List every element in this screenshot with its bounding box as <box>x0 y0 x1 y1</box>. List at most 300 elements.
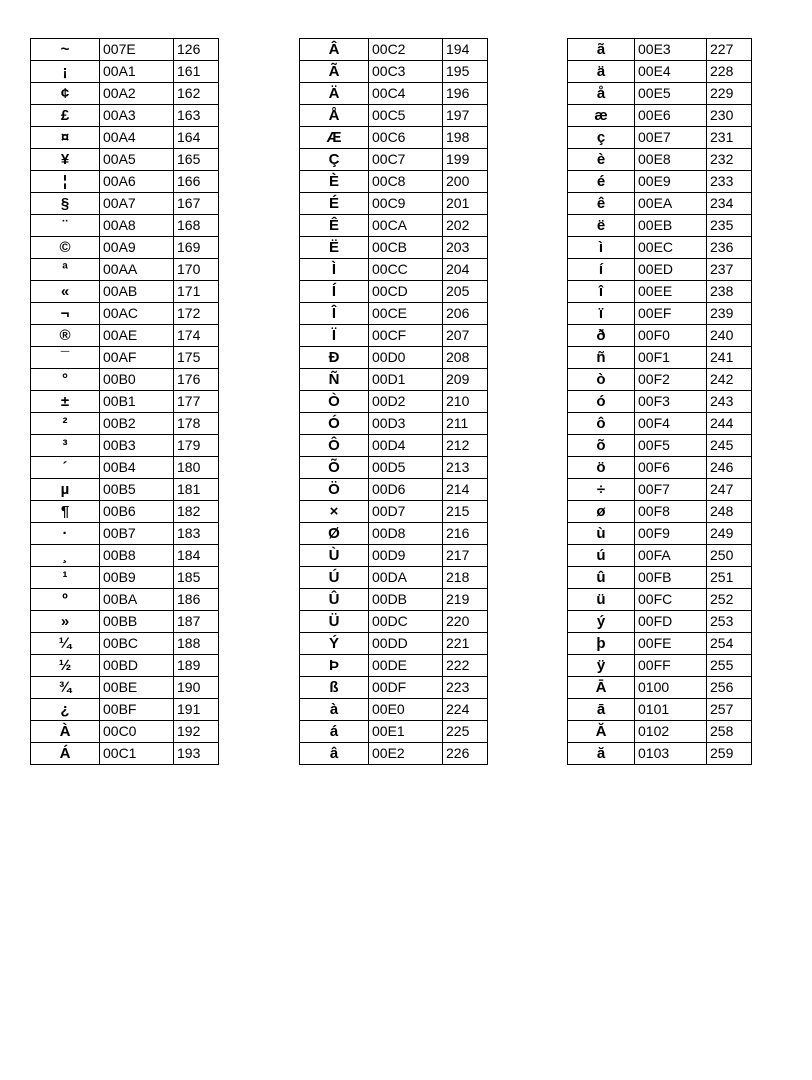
table-row <box>31 105 219 127</box>
table-row <box>300 743 488 765</box>
decimal-code-cell: 246 <box>707 457 752 479</box>
decimal-code-cell: 161 <box>174 61 219 83</box>
glyph-cell: Þ <box>300 655 369 677</box>
glyph-cell: Ý <box>300 633 369 655</box>
hex-code-cell: 00E0 <box>369 699 443 721</box>
hex-code-cell: 00CA <box>369 215 443 237</box>
table-row <box>300 105 488 127</box>
decimal-code-cell: 216 <box>443 523 488 545</box>
decimal-code-cell: 203 <box>443 237 488 259</box>
table-row <box>568 655 752 677</box>
glyph-cell: ä <box>568 61 635 83</box>
glyph-cell: ê <box>568 193 635 215</box>
decimal-code-cell: 228 <box>707 61 752 83</box>
hex-code-cell: 00E5 <box>635 83 707 105</box>
hex-code-cell: 00F6 <box>635 457 707 479</box>
decimal-code-cell: 224 <box>443 699 488 721</box>
hex-code-cell: 00C6 <box>369 127 443 149</box>
hex-code-cell: 00A4 <box>100 127 174 149</box>
glyph-cell: ù <box>568 523 635 545</box>
decimal-code-cell: 245 <box>707 435 752 457</box>
hex-code-cell: 00F9 <box>635 523 707 545</box>
table-row <box>31 127 219 149</box>
hex-code-cell: 00D6 <box>369 479 443 501</box>
glyph-cell: Õ <box>300 457 369 479</box>
table-row <box>31 677 219 699</box>
hex-code-cell: 00C3 <box>369 61 443 83</box>
glyph-cell: © <box>31 237 100 259</box>
table-row <box>568 237 752 259</box>
hex-code-cell: 00EF <box>635 303 707 325</box>
glyph-cell: ® <box>31 325 100 347</box>
glyph-cell: é <box>568 171 635 193</box>
hex-code-cell: 00A1 <box>100 61 174 83</box>
table-row <box>31 215 219 237</box>
table-row <box>568 281 752 303</box>
decimal-code-cell: 162 <box>174 83 219 105</box>
hex-code-cell: 0103 <box>635 743 707 765</box>
hex-code-cell: 00D5 <box>369 457 443 479</box>
decimal-code-cell: 231 <box>707 127 752 149</box>
hex-code-cell: 00A8 <box>100 215 174 237</box>
table-row <box>300 699 488 721</box>
decimal-code-cell: 230 <box>707 105 752 127</box>
table-row <box>300 193 488 215</box>
glyph-cell: Ó <box>300 413 369 435</box>
decimal-code-cell: 253 <box>707 611 752 633</box>
glyph-cell: í <box>568 259 635 281</box>
decimal-code-cell: 171 <box>174 281 219 303</box>
glyph-cell: ° <box>31 369 100 391</box>
decimal-code-cell: 163 <box>174 105 219 127</box>
decimal-code-cell: 179 <box>174 435 219 457</box>
table-row <box>31 83 219 105</box>
hex-code-cell: 00CF <box>369 325 443 347</box>
hex-code-cell: 00BC <box>100 633 174 655</box>
decimal-code-cell: 194 <box>443 39 488 61</box>
decimal-code-cell: 190 <box>174 677 219 699</box>
decimal-code-cell: 183 <box>174 523 219 545</box>
table-row <box>31 325 219 347</box>
table-row <box>568 501 752 523</box>
hex-code-cell: 00AA <box>100 259 174 281</box>
hex-code-cell: 00D4 <box>369 435 443 457</box>
table-row <box>568 677 752 699</box>
decimal-code-cell: 195 <box>443 61 488 83</box>
table-row <box>31 193 219 215</box>
glyph-cell: õ <box>568 435 635 457</box>
decimal-code-cell: 182 <box>174 501 219 523</box>
glyph-cell: Ā <box>568 677 635 699</box>
decimal-code-cell: 177 <box>174 391 219 413</box>
decimal-code-cell: 164 <box>174 127 219 149</box>
glyph-cell: × <box>300 501 369 523</box>
table-row <box>31 501 219 523</box>
glyph-cell: Ö <box>300 479 369 501</box>
glyph-cell: ă <box>568 743 635 765</box>
glyph-cell: Ã <box>300 61 369 83</box>
glyph-cell: î <box>568 281 635 303</box>
table-row <box>31 545 219 567</box>
char-table-2 <box>299 38 488 765</box>
table-row <box>568 743 752 765</box>
decimal-code-cell: 199 <box>443 149 488 171</box>
decimal-code-cell: 235 <box>707 215 752 237</box>
table-row <box>31 589 219 611</box>
table-row <box>31 171 219 193</box>
table-row <box>300 303 488 325</box>
table-row <box>568 61 752 83</box>
decimal-code-cell: 206 <box>443 303 488 325</box>
table-row <box>568 215 752 237</box>
table-row <box>31 369 219 391</box>
decimal-code-cell: 180 <box>174 457 219 479</box>
table-row <box>31 237 219 259</box>
decimal-code-cell: 226 <box>443 743 488 765</box>
table-row <box>31 721 219 743</box>
char-table-1 <box>30 38 219 765</box>
decimal-code-cell: 248 <box>707 501 752 523</box>
hex-code-cell: 00B4 <box>100 457 174 479</box>
table-row <box>300 523 488 545</box>
hex-code-cell: 00BD <box>100 655 174 677</box>
decimal-code-cell: 254 <box>707 633 752 655</box>
decimal-code-cell: 214 <box>443 479 488 501</box>
glyph-cell: ¹ <box>31 567 100 589</box>
hex-code-cell: 00F2 <box>635 369 707 391</box>
table-row <box>300 655 488 677</box>
decimal-code-cell: 247 <box>707 479 752 501</box>
decimal-code-cell: 234 <box>707 193 752 215</box>
glyph-cell: û <box>568 567 635 589</box>
hex-code-cell: 00E7 <box>635 127 707 149</box>
decimal-code-cell: 217 <box>443 545 488 567</box>
glyph-cell: Ú <box>300 567 369 589</box>
glyph-cell: « <box>31 281 100 303</box>
hex-code-cell: 00F0 <box>635 325 707 347</box>
glyph-cell: ç <box>568 127 635 149</box>
hex-code-cell: 00CB <box>369 237 443 259</box>
decimal-code-cell: 181 <box>174 479 219 501</box>
table-row <box>568 721 752 743</box>
glyph-cell: Ù <box>300 545 369 567</box>
hex-code-cell: 00E3 <box>635 39 707 61</box>
table-row <box>568 369 752 391</box>
hex-code-cell: 00C0 <box>100 721 174 743</box>
glyph-cell: ¤ <box>31 127 100 149</box>
hex-code-cell: 00DF <box>369 677 443 699</box>
hex-code-cell: 00F8 <box>635 501 707 523</box>
hex-code-cell: 00C8 <box>369 171 443 193</box>
decimal-code-cell: 227 <box>707 39 752 61</box>
glyph-cell: ā <box>568 699 635 721</box>
hex-code-cell: 00DD <box>369 633 443 655</box>
glyph-cell: ¿ <box>31 699 100 721</box>
decimal-code-cell: 222 <box>443 655 488 677</box>
glyph-cell: ¡ <box>31 61 100 83</box>
glyph-cell: ñ <box>568 347 635 369</box>
decimal-code-cell: 168 <box>174 215 219 237</box>
hex-code-cell: 00B8 <box>100 545 174 567</box>
decimal-code-cell: 251 <box>707 567 752 589</box>
hex-code-cell: 00AB <box>100 281 174 303</box>
table-row <box>568 699 752 721</box>
hex-code-cell: 00B0 <box>100 369 174 391</box>
glyph-cell: ü <box>568 589 635 611</box>
decimal-code-cell: 202 <box>443 215 488 237</box>
decimal-code-cell: 244 <box>707 413 752 435</box>
glyph-cell: ² <box>31 413 100 435</box>
hex-code-cell: 00C5 <box>369 105 443 127</box>
decimal-code-cell: 219 <box>443 589 488 611</box>
glyph-cell: Ï <box>300 325 369 347</box>
hex-code-cell: 00EE <box>635 281 707 303</box>
table-row <box>568 303 752 325</box>
glyph-cell: ¾ <box>31 677 100 699</box>
hex-code-cell: 00C7 <box>369 149 443 171</box>
glyph-cell: ì <box>568 237 635 259</box>
table-row <box>31 611 219 633</box>
table-row <box>300 347 488 369</box>
decimal-code-cell: 218 <box>443 567 488 589</box>
glyph-cell: º <box>31 589 100 611</box>
decimal-code-cell: 172 <box>174 303 219 325</box>
decimal-code-cell: 241 <box>707 347 752 369</box>
glyph-cell: É <box>300 193 369 215</box>
hex-code-cell: 00B2 <box>100 413 174 435</box>
glyph-cell: Ä <box>300 83 369 105</box>
hex-code-cell: 00F3 <box>635 391 707 413</box>
table-row <box>568 149 752 171</box>
decimal-code-cell: 243 <box>707 391 752 413</box>
glyph-cell: ý <box>568 611 635 633</box>
glyph-cell: Ì <box>300 259 369 281</box>
decimal-code-cell: 165 <box>174 149 219 171</box>
glyph-cell: § <box>31 193 100 215</box>
decimal-code-cell: 204 <box>443 259 488 281</box>
table-row <box>300 391 488 413</box>
table-row <box>568 127 752 149</box>
hex-code-cell: 00C9 <box>369 193 443 215</box>
table-row <box>300 237 488 259</box>
glyph-cell: ó <box>568 391 635 413</box>
glyph-cell: À <box>31 721 100 743</box>
hex-code-cell: 0100 <box>635 677 707 699</box>
hex-code-cell: 00AE <box>100 325 174 347</box>
hex-code-cell: 00F4 <box>635 413 707 435</box>
decimal-code-cell: 225 <box>443 721 488 743</box>
decimal-code-cell: 223 <box>443 677 488 699</box>
table-row <box>568 325 752 347</box>
glyph-cell: þ <box>568 633 635 655</box>
decimal-code-cell: 211 <box>443 413 488 435</box>
hex-code-cell: 00D3 <box>369 413 443 435</box>
table-row <box>31 259 219 281</box>
hex-code-cell: 00E6 <box>635 105 707 127</box>
table-row <box>300 721 488 743</box>
table-row <box>300 479 488 501</box>
table-row <box>300 83 488 105</box>
decimal-code-cell: 255 <box>707 655 752 677</box>
glyph-cell: ¨ <box>31 215 100 237</box>
glyph-cell: ± <box>31 391 100 413</box>
decimal-code-cell: 184 <box>174 545 219 567</box>
glyph-cell: ú <box>568 545 635 567</box>
decimal-code-cell: 196 <box>443 83 488 105</box>
decimal-code-cell: 169 <box>174 237 219 259</box>
table-row <box>300 149 488 171</box>
glyph-cell: æ <box>568 105 635 127</box>
glyph-cell: ¥ <box>31 149 100 171</box>
decimal-code-cell: 258 <box>707 721 752 743</box>
hex-code-cell: 00FB <box>635 567 707 589</box>
glyph-cell: Â <box>300 39 369 61</box>
decimal-code-cell: 232 <box>707 149 752 171</box>
hex-code-cell: 00B6 <box>100 501 174 523</box>
glyph-cell: ¶ <box>31 501 100 523</box>
hex-code-cell: 00AF <box>100 347 174 369</box>
hex-code-cell: 00A5 <box>100 149 174 171</box>
hex-code-cell: 00BB <box>100 611 174 633</box>
table-row <box>568 39 752 61</box>
decimal-code-cell: 259 <box>707 743 752 765</box>
hex-code-cell: 00DC <box>369 611 443 633</box>
glyph-cell: µ <box>31 479 100 501</box>
glyph-cell: à <box>300 699 369 721</box>
glyph-cell: Ê <box>300 215 369 237</box>
glyph-cell: Ò <box>300 391 369 413</box>
table-row <box>568 435 752 457</box>
table-row <box>300 171 488 193</box>
decimal-code-cell: 188 <box>174 633 219 655</box>
hex-code-cell: 0102 <box>635 721 707 743</box>
decimal-code-cell: 200 <box>443 171 488 193</box>
table-row <box>31 633 219 655</box>
hex-code-cell: 00AC <box>100 303 174 325</box>
glyph-cell: ³ <box>31 435 100 457</box>
decimal-code-cell: 238 <box>707 281 752 303</box>
hex-code-cell: 00BA <box>100 589 174 611</box>
hex-code-cell: 00FF <box>635 655 707 677</box>
hex-code-cell: 00ED <box>635 259 707 281</box>
table-row <box>300 413 488 435</box>
hex-code-cell: 00D0 <box>369 347 443 369</box>
hex-code-cell: 00B5 <box>100 479 174 501</box>
decimal-code-cell: 191 <box>174 699 219 721</box>
table-row <box>300 369 488 391</box>
hex-code-cell: 00E1 <box>369 721 443 743</box>
table-row <box>568 259 752 281</box>
decimal-code-cell: 229 <box>707 83 752 105</box>
decimal-code-cell: 250 <box>707 545 752 567</box>
decimal-code-cell: 174 <box>174 325 219 347</box>
table-row <box>300 501 488 523</box>
table-row <box>31 61 219 83</box>
decimal-code-cell: 236 <box>707 237 752 259</box>
decimal-code-cell: 213 <box>443 457 488 479</box>
table-row <box>568 633 752 655</box>
glyph-cell: ª <box>31 259 100 281</box>
table-row <box>568 545 752 567</box>
hex-code-cell: 00F7 <box>635 479 707 501</box>
decimal-code-cell: 176 <box>174 369 219 391</box>
glyph-cell: £ <box>31 105 100 127</box>
hex-code-cell: 00EB <box>635 215 707 237</box>
glyph-cell: ¯ <box>31 347 100 369</box>
glyph-cell: Ø <box>300 523 369 545</box>
hex-code-cell: 00EC <box>635 237 707 259</box>
hex-code-cell: 00E4 <box>635 61 707 83</box>
hex-code-cell: 00CC <box>369 259 443 281</box>
hex-code-cell: 00E9 <box>635 171 707 193</box>
decimal-code-cell: 240 <box>707 325 752 347</box>
glyph-cell: Ñ <box>300 369 369 391</box>
hex-code-cell: 00B1 <box>100 391 174 413</box>
hex-code-cell: 00DE <box>369 655 443 677</box>
hex-code-cell: 0101 <box>635 699 707 721</box>
decimal-code-cell: 126 <box>174 39 219 61</box>
glyph-cell: å <box>568 83 635 105</box>
char-table-3 <box>567 38 752 765</box>
decimal-code-cell: 256 <box>707 677 752 699</box>
glyph-cell: ÿ <box>568 655 635 677</box>
table-row <box>31 457 219 479</box>
hex-code-cell: 00E8 <box>635 149 707 171</box>
hex-code-cell: 00F1 <box>635 347 707 369</box>
decimal-code-cell: 201 <box>443 193 488 215</box>
table-row <box>31 391 219 413</box>
glyph-cell: ½ <box>31 655 100 677</box>
decimal-code-cell: 186 <box>174 589 219 611</box>
table-row <box>300 611 488 633</box>
decimal-code-cell: 187 <box>174 611 219 633</box>
glyph-cell: ï <box>568 303 635 325</box>
table-row <box>568 391 752 413</box>
hex-code-cell: 007E <box>100 39 174 61</box>
glyph-cell: Á <box>31 743 100 765</box>
hex-code-cell: 00A9 <box>100 237 174 259</box>
table-row <box>568 589 752 611</box>
glyph-cell: ã <box>568 39 635 61</box>
hex-code-cell: 00E2 <box>369 743 443 765</box>
table-row <box>300 545 488 567</box>
hex-code-cell: 00D2 <box>369 391 443 413</box>
decimal-code-cell: 252 <box>707 589 752 611</box>
table-row <box>300 281 488 303</box>
glyph-cell: · <box>31 523 100 545</box>
hex-code-cell: 00D7 <box>369 501 443 523</box>
glyph-cell: ¸ <box>31 545 100 567</box>
hex-code-cell: 00D1 <box>369 369 443 391</box>
table-row <box>568 83 752 105</box>
table-row <box>300 457 488 479</box>
hex-code-cell: 00FA <box>635 545 707 567</box>
table-row <box>300 567 488 589</box>
table-row <box>300 127 488 149</box>
glyph-cell: è <box>568 149 635 171</box>
glyph-cell: ô <box>568 413 635 435</box>
table-row <box>300 589 488 611</box>
table-row <box>568 105 752 127</box>
hex-code-cell: 00A3 <box>100 105 174 127</box>
glyph-cell: Í <box>300 281 369 303</box>
glyph-cell: á <box>300 721 369 743</box>
table-row <box>568 347 752 369</box>
table-row <box>568 413 752 435</box>
hex-code-cell: 00A6 <box>100 171 174 193</box>
decimal-code-cell: 212 <box>443 435 488 457</box>
glyph-cell: ¬ <box>31 303 100 325</box>
